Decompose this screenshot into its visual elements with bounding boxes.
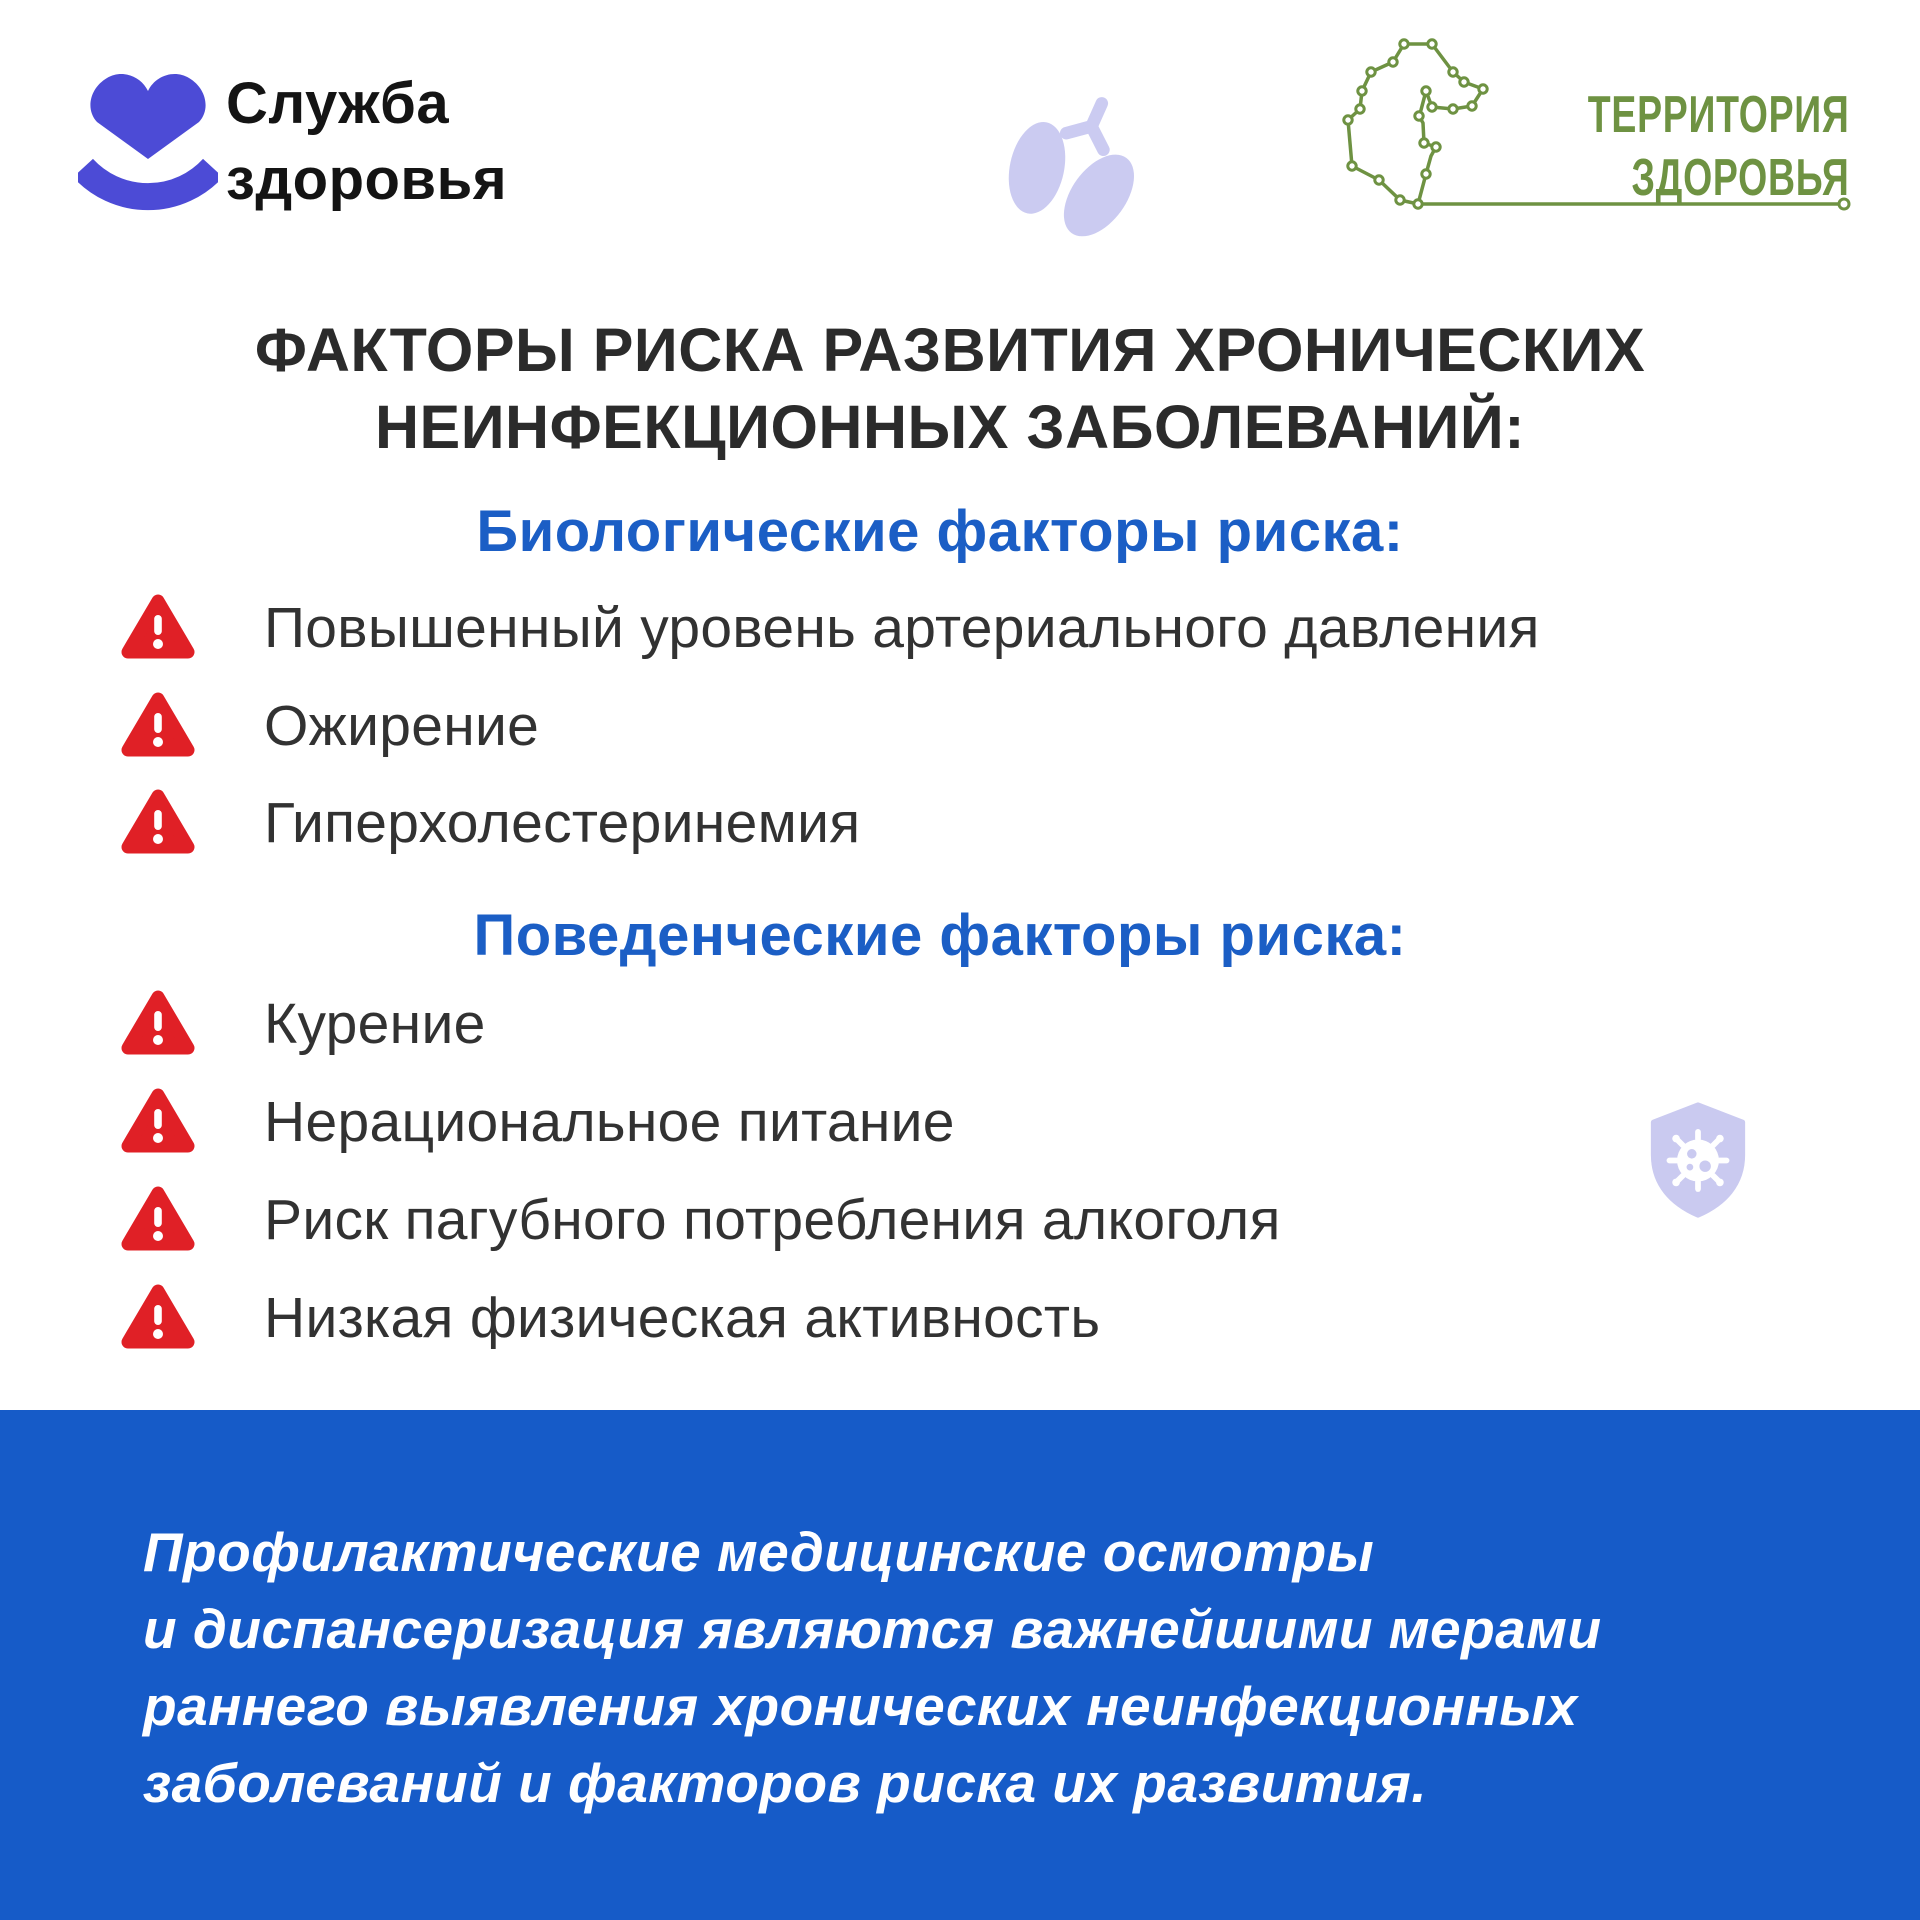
list-item [118,686,539,766]
territory-logo-title [1588,84,1850,210]
page-title-line2: НЕИНФЕКЦИОННЫХ ЗАБОЛЕВАНИЙ: [374,393,1526,461]
list-item [118,984,486,1064]
risk-item-label: Курение [264,992,486,1056]
banner-text [143,1514,1602,1822]
risk-item-label: Низкая физическая активность [264,1286,1101,1350]
banner-line: раннего выявления хронических неинфекционных [143,1675,1578,1737]
list-item [118,588,1540,668]
shield-virus-icon [1648,1100,1748,1225]
section-heading-behavioral: Поведенческие факторы риска: [473,903,1407,968]
warning-icon [118,590,198,666]
info-banner [0,1410,1920,1920]
warning-icon [118,986,198,1062]
list-item [118,1082,955,1162]
warning-icon [118,1084,198,1160]
risk-item-label: Ожирение [264,694,540,758]
page-title [0,312,1900,466]
list-item [118,1180,1281,1260]
list-item [118,783,860,863]
territory-logo-line1: ТЕРРИТОРИЯ [1588,86,1850,144]
territory-logo-line2: ЗДОРОВЬЯ [1631,149,1850,207]
list-item [118,1278,1100,1358]
banner-line: заболеваний и факторов риска их развития. [143,1752,1428,1814]
service-logo-line2: здоровья [226,147,508,212]
risk-item-label: Повышенный уровень артериального давления [264,596,1540,660]
banner-line: и диспансеризация являются важнейшими мерами [143,1598,1602,1660]
warning-icon [118,785,198,861]
service-logo-line1: Служба [226,71,450,136]
service-logo-title [226,66,507,218]
risk-item-label: Нерациональное питание [264,1090,955,1154]
risk-item-label: Риск пагубного потребления алкоголя [264,1188,1281,1252]
warning-icon [118,1182,198,1258]
risk-item-label: Гиперхолестеринемия [264,791,861,855]
lungs-icon [1002,83,1157,248]
heart-smile-icon [78,70,228,222]
section-heading-biological: Биологические факторы риска: [476,499,1404,564]
warning-icon [118,688,198,764]
page-title-line1: ФАКТОРЫ РИСКА РАЗВИТИЯ ХРОНИЧЕСКИХ [254,316,1646,384]
banner-line: Профилактические медицинские осмотры [143,1521,1375,1583]
warning-icon [118,1280,198,1356]
